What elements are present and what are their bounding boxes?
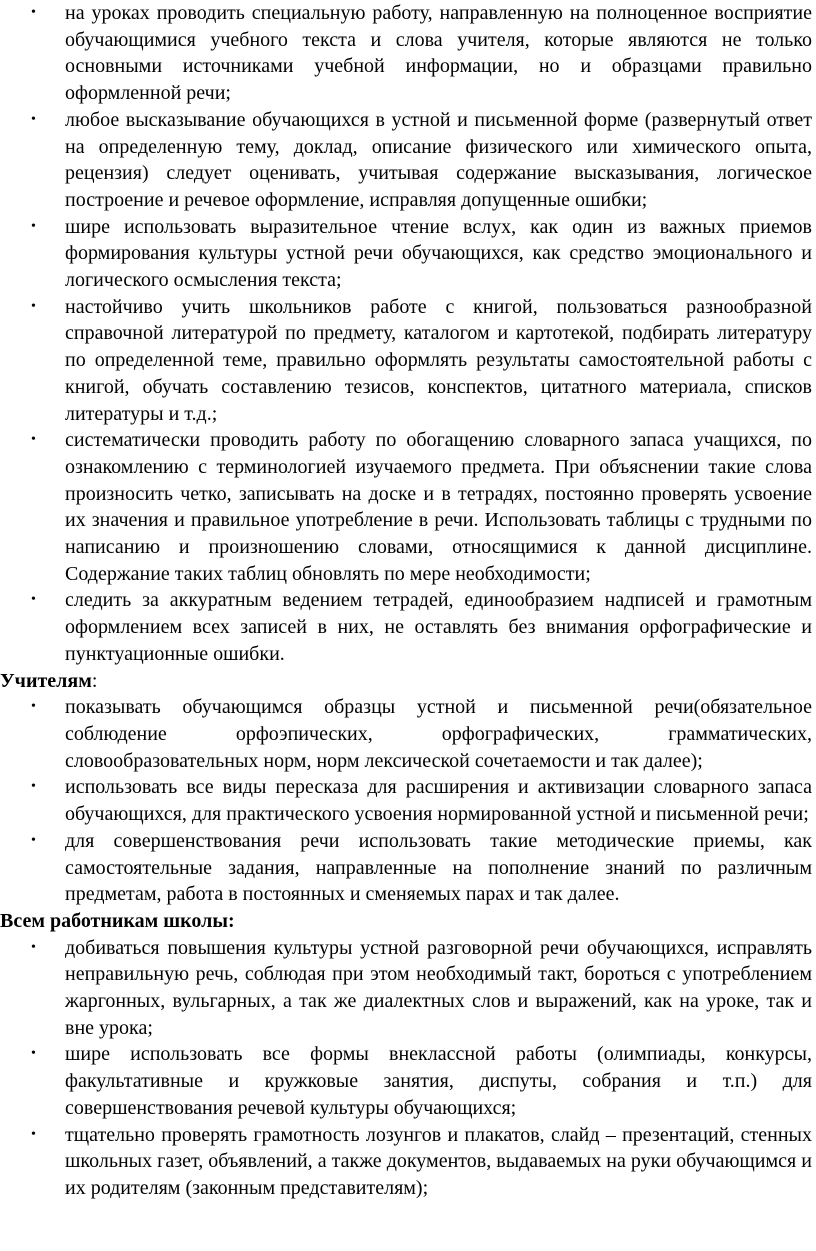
- bullet-icon: •: [31, 111, 36, 127]
- list-item: [0, 587, 816, 667]
- list-item-text: настойчиво учить школьников работе с книгой, пользоваться разнообразной справочной литературой по предмету, каталогом и картотекой, подбирать литературу по определенной теме, правильно оформлять результаты самостоятельной работы с книгой, обучать составлению тезисов, конспектов, цитатного материала, списков литературы и т.д.;: [65, 295, 812, 425]
- bullet-icon: •: [31, 218, 36, 234]
- all-staff-heading: Всем работникам школы:: [0, 909, 235, 932]
- list-item-text: любое высказывание обучающихся в устной и письменной форме (развернутый ответ на определенную тему, доклад, описание физического или химического опыта, рецензия) следует оценивать, учитывая содержание высказывания, логическое построение и речевое оформление, исправляя допущенные ошибки;: [65, 108, 812, 211]
- bullet-icon: •: [31, 5, 36, 20]
- list-item: [0, 828, 816, 908]
- list-item-text: шире использовать выразительное чтение вслух, как один из важных приемов формирования культуры устной речи обучающихся, как средство эмоционального и логического осмысления текста;: [65, 215, 812, 292]
- list-item-text: показывать обучающимся образцы устной и письменной речи(обязательное соблюдение орфоэпических, орфографических, грамматических, словообразовательных норм, норм лексической сочетаемости и так далее);: [65, 696, 812, 772]
- bullet-icon: •: [31, 298, 36, 314]
- teachers-heading-colon: :: [91, 669, 98, 692]
- teachers-list: [0, 694, 816, 908]
- list-item: [0, 935, 816, 1042]
- list-item-text: на уроках проводить специальную работу, направленную на полноценное восприятие обучающимися учебного текста и слова учителя, которые являются не только основными источниками учебной информации, но и образцами правильно оформленной речи;: [65, 2, 812, 105]
- bullet-icon: •: [31, 939, 36, 955]
- bullet-icon: •: [31, 432, 36, 448]
- list-item-text: для совершенствования речи использовать такие методические приемы, как самостоятельные задания, направленные на пополнение знаний по различным предметам, работа в постоянных и сменяемых парах и так далее.: [65, 829, 812, 906]
- list-item: [0, 774, 816, 827]
- list-item: [0, 1041, 816, 1121]
- list-item-text: добиваться повышения культуры устной разговорной речи обучающихся, исправлять неправильную речь, соблюдая при этом необходимый такт, бороться с употреблением жаргонных, вульгарных, а так же диалектных слов и выражений, как на уроке, так и вне урока;: [65, 936, 812, 1039]
- list-item: [0, 294, 816, 428]
- list-item: [0, 0, 816, 107]
- list-item: [0, 214, 816, 294]
- bullet-icon: •: [31, 779, 36, 795]
- bullet-icon: •: [31, 1126, 36, 1142]
- all-staff-list: [0, 935, 816, 1202]
- list-item: [0, 427, 816, 587]
- bullet-icon: •: [31, 832, 36, 848]
- list-item-text: систематически проводить работу по обогащению словарного запаса учащихся, по ознакомлению с терминологией изучаемого предмета. При объяснении такие слова произносить четко, записывать на доске и в тетрадях, постоянно проверять усвоение их значения и правильное употребление в речи. Использовать таблицы с трудными по написанию и произношению словами, относящимися к данной дисциплине. Содержание таких таблиц обновлять по мере необходимости;: [65, 429, 812, 585]
- bullet-icon: •: [31, 699, 36, 715]
- teachers-heading-text: Учителям: [0, 669, 92, 692]
- list-item-text: использовать все виды пересказа для расширения и активизации словарного запаса обучающихся, для практического усвоения нормированной устной и письменной речи;: [65, 776, 812, 826]
- teachers-heading: [0, 668, 816, 695]
- list-item: [0, 694, 816, 774]
- list-item-text: следить за аккуратным ведением тетрадей, единообразием надписей и грамотным оформлением всех записей в них, не оставлять без внимания орфографические и пунктуационные ошибки.: [65, 589, 812, 665]
- list-item: [0, 1122, 816, 1202]
- list-item-text: шире использовать все формы внеклассной работы (олимпиады, конкурсы, факультативные и кружковые занятия, диспуты, собрания и т.п.) для совершенствования речевой культуры обучающихся;: [65, 1043, 812, 1119]
- bullet-icon: •: [31, 1046, 36, 1062]
- bullet-icon: •: [31, 592, 36, 608]
- list-item: [0, 107, 816, 214]
- list-item-text: тщательно проверять грамотность лозунгов и плакатов, слайд – презентаций, стенных школьных газет, объявлений, а также документов, выдаваемых на руки обучающимся и их родителям (законным представителям);: [65, 1123, 812, 1199]
